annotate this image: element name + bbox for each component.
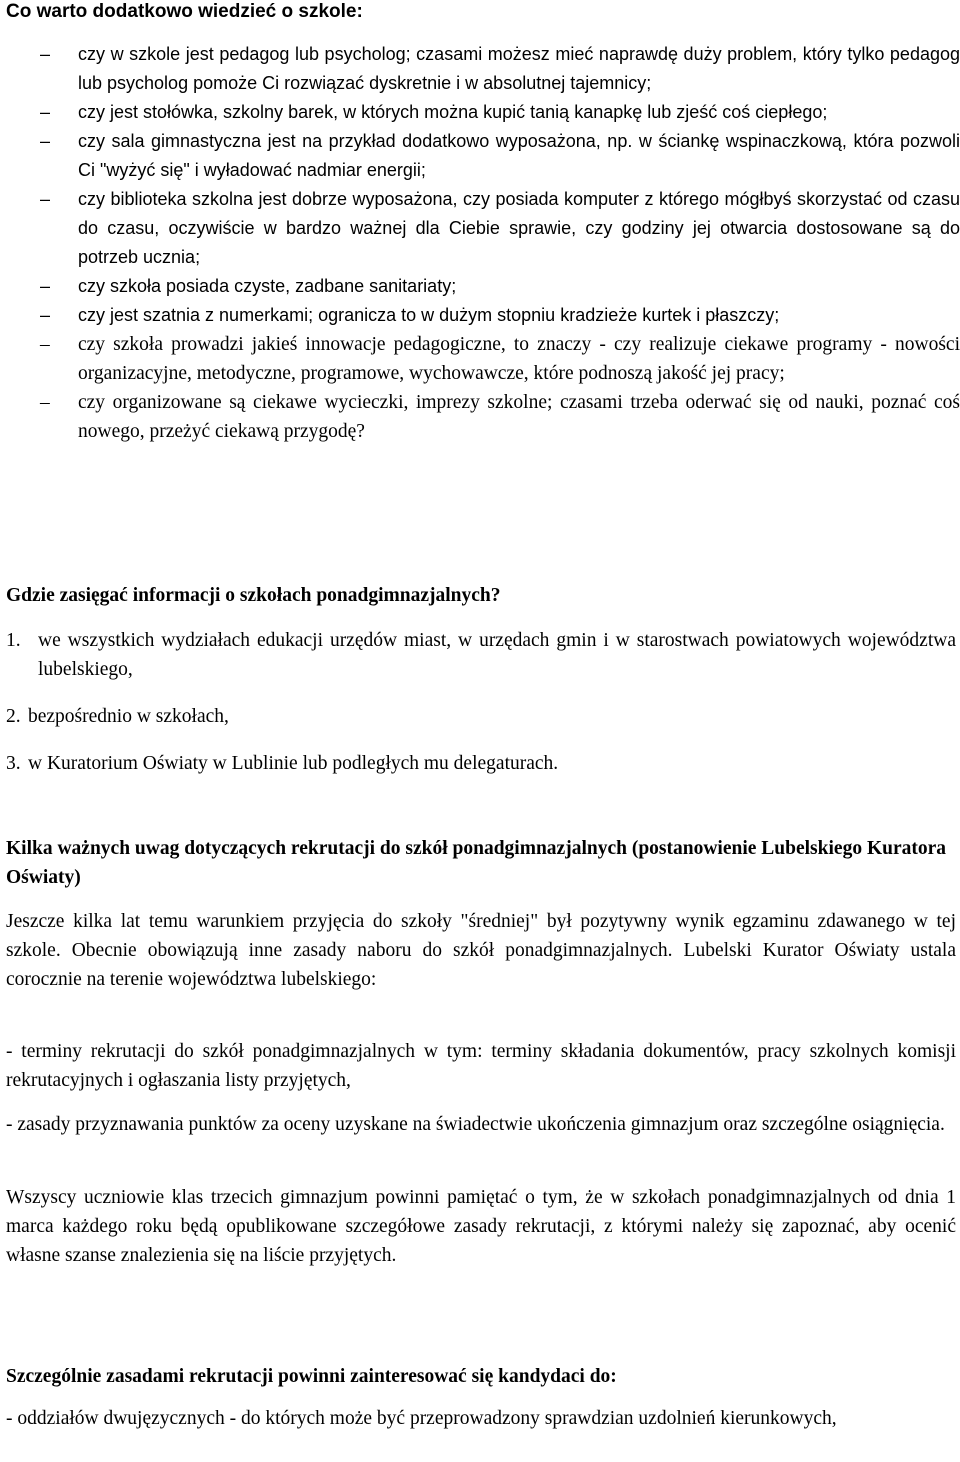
list-item: 3. w Kuratorium Oświaty w Lublinie lub podległych mu delegaturach.: [6, 749, 956, 778]
dash-bullet: –: [40, 305, 51, 325]
list-number: 1.: [6, 630, 21, 651]
list-number: 3.: [6, 753, 21, 774]
list-item: – czy szkoła prowadzi jakieś innowacje pedagogiczne, to znaczy - czy realizuje ciekawe programy - nowości organizacyjne, metodyczne, programowe, wychowawcze, które podnoszą jakość jej pracy;: [0, 330, 960, 388]
list-item: – czy jest stołówka, szkolny barek, w których można kupić tanią kanapkę lub zjeść coś ciepłego;: [0, 98, 960, 127]
dash-bullet: –: [40, 131, 51, 151]
list-item: – czy biblioteka szkolna jest dobrze wyposażona, czy posiada komputer z którego mógłbyś skorzystać od czasu do czasu, oczywiście w bardzo ważnej dla Ciebie sprawie, czy godziny jej otwarcia dostosowane są do potrzeb ucznia;: [0, 185, 960, 272]
section-title-recruitment-notes: Kilka ważnych uwag dotyczących rekrutacji do szkół ponadgimnazjalnych (postanowienie Lubelskiego Kuratora Oświaty): [6, 838, 947, 888]
school-info-list: [0, 40, 960, 446]
list-item: 1. we wszystkich wydziałach edukacji urzędów miast, w urzędach gmin i w starostwach powiatowych województwa lubelskiego,: [6, 626, 956, 684]
dash-bullet: –: [40, 276, 51, 296]
info-sources-list: [6, 626, 956, 796]
section-title-candidates: Szczególnie zasadami rekrutacji powinni zainteresować się kandydaci do:: [6, 1366, 617, 1387]
dash-bullet: –: [40, 102, 51, 122]
paragraph: Wszyscy uczniowie klas trzecich gimnazjum powinni pamiętać o tym, że w szkołach ponadgimnazjalnych od dnia 1 marca każdego roku będą opublikowane szczegółowe zasady rekrutacji, z którymi należy się zapoznać, aby ocenić własne szanse znalezienia się na liście przyjętych.: [6, 1187, 956, 1266]
paragraph: - zasady przyznawania punktów za oceny uzyskane na świadectwie ukończenia gimnazjum oraz szczególne osiągnięcia.: [6, 1114, 945, 1135]
paragraph: Jeszcze kilka lat temu warunkiem przyjęcia do szkoły "średniej" był pozytywny wynik egzaminu zdawanego w tej szkole. Obecnie obowiązują inne zasady naboru do szkół ponadgimnazjalnych. Lubelski Kurator Oświaty ustala corocznie na terenie województwa lubelskiego:: [6, 911, 956, 990]
list-item: – czy organizowane są ciekawe wycieczki, imprezy szkolne; czasami trzeba oderwać się od nauki, poznać coś nowego, przeżyć ciekawą przygodę?: [0, 388, 960, 446]
list-item: – czy szkoła posiada czyste, zadbane sanitariaty;: [0, 272, 960, 301]
list-item: 2. bezpośrednio w szkołach,: [6, 702, 956, 731]
dash-bullet: –: [40, 44, 51, 64]
section-title-school-info: Co warto dodatkowo wiedzieć o szkole:: [6, 1, 363, 22]
list-item: – czy sala gimnastyczna jest na przykład dodatkowo wyposażona, np. w ściankę wspinaczkową, która pozwoli Ci "wyżyć się" i wyładować nadmiar energii;: [0, 127, 960, 185]
dash-bullet: –: [40, 392, 50, 413]
paragraph: - oddziałów dwujęzycznych - do których może być przeprowadzony sprawdzian uzdolnień kierunkowych,: [6, 1408, 837, 1429]
list-item: – czy w szkole jest pedagog lub psycholog; czasami możesz mieć naprawdę duży problem, który tylko pedagog lub psycholog pomoże Ci rozwiązać dyskretnie i w absolutnej tajemnicy;: [0, 40, 960, 98]
paragraph: - terminy rekrutacji do szkół ponadgimnazjalnych w tym: terminy składania dokumentów, pracy szkolnych komisji rekrutacyjnych i ogłaszania listy przyjętych,: [6, 1041, 956, 1091]
list-item: – czy jest szatnia z numerkami; ogranicza to w dużym stopniu kradzieże kurtek i płaszczy;: [0, 301, 960, 330]
section-title-info-sources: Gdzie zasięgać informacji o szkołach ponadgimnazjalnych?: [6, 585, 501, 606]
dash-bullet: –: [40, 189, 51, 209]
list-number: 2.: [6, 706, 21, 727]
dash-bullet: –: [40, 334, 50, 355]
